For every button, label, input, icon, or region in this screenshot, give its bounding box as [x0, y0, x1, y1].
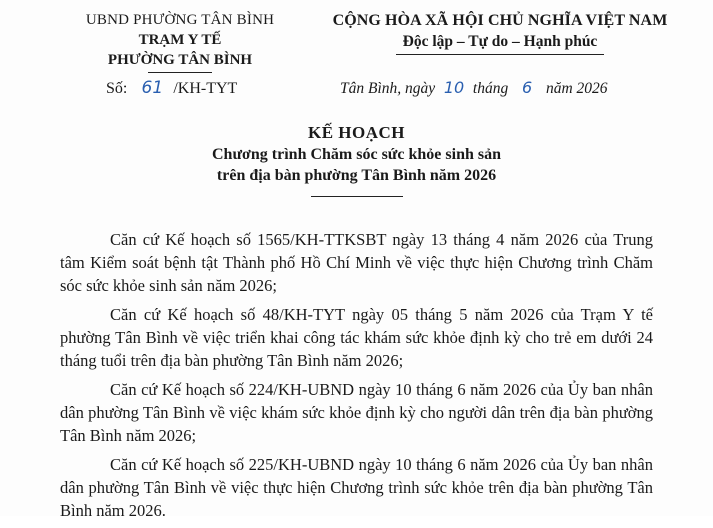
- issuing-organization: [60, 10, 300, 73]
- document-subtitle-line1: Chương trình Chăm sóc sức khỏe sinh sản: [211, 146, 501, 163]
- date-day-handwritten: 10: [443, 78, 465, 97]
- date-prefix: Tân Bình, ngày: [340, 80, 436, 97]
- document-type: KẾ HOẠCH: [307, 123, 406, 142]
- organization-underline: [148, 72, 212, 73]
- document-title-block: [0, 122, 713, 197]
- body-paragraph: Căn cứ Kế hoạch số 48/KH-TYT ngày 05 tháng 5 năm 2026 của Trạm Y tế phường Tân Bình về việc triển khai công tác khám sức khỏe định kỳ cho trẻ em dưới 24 tháng tuổi trên địa bàn phường Tân Bình năm 2026;: [60, 305, 653, 370]
- body-paragraph: Căn cứ Kế hoạch số 224/KH-UBND ngày 10 tháng 6 năm 2026 của Ủy ban nhân dân phường Tân Bình về việc khám sức khỏe định kỳ cho người dân trên địa bàn phường Tân Bình năm 2026;: [60, 380, 653, 445]
- motto-underline: [396, 54, 604, 55]
- organization-name-line1: TRẠM Y TẾ: [138, 32, 222, 48]
- organization-name-line2: PHƯỜNG TÂN BÌNH: [107, 52, 253, 68]
- title-underline: [311, 196, 403, 197]
- document-number-prefix: Số:: [106, 80, 128, 97]
- parent-organization: UBND PHƯỜNG TÂN BÌNH: [85, 12, 275, 28]
- date-year: năm 2026: [545, 80, 608, 97]
- document-subtitle-line2: trên địa bàn phường Tân Bình năm 2026: [216, 167, 497, 184]
- date-month-label: tháng: [472, 80, 509, 97]
- document-body: [60, 228, 653, 528]
- issue-date: [340, 78, 608, 98]
- date-month-handwritten: 6: [522, 78, 533, 97]
- document-number-handwritten: 61: [141, 78, 164, 98]
- national-header: [300, 10, 700, 55]
- nation-name: CỘNG HÒA XÃ HỘI CHỦ NGHĨA VIỆT NAM: [332, 12, 668, 29]
- national-motto: Độc lập – Tự do – Hạnh phúc: [402, 33, 598, 50]
- document-number-suffix: /KH-TYT: [173, 80, 238, 97]
- body-paragraph: Căn cứ Kế hoạch số 225/KH-UBND ngày 10 tháng 6 năm 2026 của Ủy ban nhân dân phường Tân Bình về việc thực hiện Chương trình sức khỏe trên địa bàn phường Tân Bình năm 2026.: [60, 455, 653, 520]
- body-paragraph: Căn cứ Kế hoạch số 1565/KH-TTKSBT ngày 13 tháng 4 năm 2026 của Trung tâm Kiểm soát bệnh tật Thành phố Hồ Chí Minh về việc thực hiện Chương trình Chăm sóc sức khỏe sinh sản năm 2026;: [60, 230, 653, 295]
- document-number: [106, 78, 237, 98]
